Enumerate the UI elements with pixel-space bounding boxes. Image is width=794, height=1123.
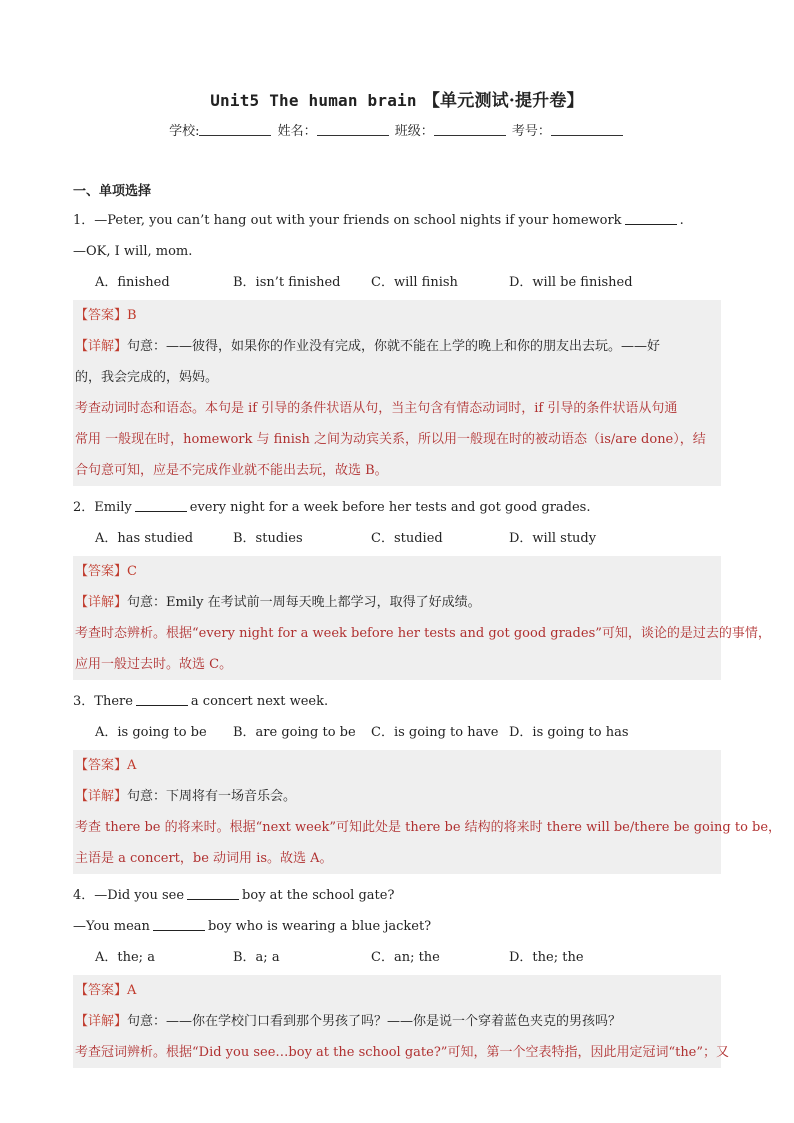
detail-text: 的，我会完成的，妈妈。 xyxy=(75,370,219,385)
stem-text: 4．—Did you see xyxy=(73,888,185,903)
option-c[interactable]: C．an; the xyxy=(371,950,440,965)
option-b[interactable]: B．studies xyxy=(233,531,303,546)
detail-line xyxy=(75,587,719,618)
answer-tag: 【答案】 xyxy=(75,758,128,773)
answer-line xyxy=(75,975,719,1006)
detail-tag: 【详解】 xyxy=(75,339,128,354)
stem-text: —OK, I will, mom. xyxy=(73,244,193,259)
school-field[interactable] xyxy=(199,123,271,136)
options-row xyxy=(73,523,721,554)
question-block xyxy=(73,880,730,1068)
title-english: Unit5 The human brain xyxy=(210,91,417,110)
stem-text: 2．Emily xyxy=(73,500,132,515)
exam-number-field[interactable] xyxy=(551,123,623,136)
answer-box xyxy=(73,975,730,1068)
analysis-text: 考查冠词辨析。根据“Did you see…boy at the school gate?”可知，第一个空表特指，因此用定冠词“the”；又 xyxy=(75,1045,730,1060)
stem-text: boy who is wearing a blue jacket? xyxy=(207,919,432,934)
detail-tag: 【详解】 xyxy=(75,1014,128,1029)
stem-text: 3．There xyxy=(73,694,133,709)
answer-blank[interactable] xyxy=(136,694,188,706)
detail-tag: 【详解】 xyxy=(75,595,128,610)
answer-value: C xyxy=(127,564,137,579)
class-label: 班级： xyxy=(394,124,434,139)
option-a[interactable]: A．has studied xyxy=(95,531,194,546)
question-stem xyxy=(73,205,721,236)
options-row xyxy=(73,942,721,973)
question-block xyxy=(73,205,721,486)
answer-tag: 【答案】 xyxy=(75,308,128,323)
answer-value: B xyxy=(127,308,137,323)
option-b[interactable]: B．a; a xyxy=(233,950,280,965)
exam-number-label: 考号： xyxy=(511,124,551,139)
options-row xyxy=(73,267,721,298)
answer-line xyxy=(75,750,719,781)
answer-tag: 【答案】 xyxy=(75,564,128,579)
answer-tag: 【答案】 xyxy=(75,983,128,998)
answer-blank[interactable] xyxy=(153,919,205,931)
analysis-text: 考查 there be 的将来时。根据“next week”可知此处是 there be 结构的将来时 there will be/there be going to be， xyxy=(75,820,782,835)
question-stem xyxy=(73,911,721,942)
stem-text: boy at the school gate? xyxy=(242,888,395,903)
class-field[interactable] xyxy=(434,123,506,136)
detail-line xyxy=(75,781,719,812)
stem-text: a concert next week. xyxy=(190,694,329,709)
answer-box xyxy=(73,750,782,874)
detail-line xyxy=(75,1006,719,1037)
stem-text: every night for a week before her tests and got good grades. xyxy=(189,500,591,515)
analysis-text: 考查动词时态和语态。本句是 if 引导的条件状语从句，当主句含有情态动词时，if 引导的条件状语从句通 xyxy=(75,401,678,416)
name-label: 姓名： xyxy=(277,124,317,139)
option-a[interactable]: A．finished xyxy=(95,275,170,290)
analysis-text: 应用一般过去时。故选 C。 xyxy=(75,657,233,672)
question-stem xyxy=(73,492,721,523)
analysis-text: 考查时态辨析。根据“every night for a week before her tests and got good grades”可知，谈论的是过去的事情， xyxy=(75,626,771,641)
question-stem xyxy=(73,236,721,267)
answer-blank[interactable] xyxy=(135,500,187,512)
option-c[interactable]: C．studied xyxy=(371,531,443,546)
detail-line xyxy=(75,331,719,362)
answer-blank[interactable] xyxy=(625,213,677,225)
answer-line xyxy=(75,300,719,331)
answer-value: A xyxy=(127,758,137,773)
question-stem xyxy=(73,686,721,717)
detail-text: 句意：下周将有一场音乐会。 xyxy=(127,789,297,804)
option-b[interactable]: B．isn’t finished xyxy=(233,275,341,290)
detail-text: 句意：——你在学校门口看到那个男孩了吗？——你是说一个穿着蓝色夹克的男孩吗？ xyxy=(127,1014,622,1029)
school-label: 学校: xyxy=(169,124,200,139)
option-a[interactable]: A．is going to be xyxy=(95,725,207,740)
answer-value: A xyxy=(127,983,137,998)
option-d[interactable]: D．is going to has xyxy=(509,725,629,740)
answer-box xyxy=(73,556,771,680)
name-field[interactable] xyxy=(317,123,389,136)
student-info-row xyxy=(0,120,794,139)
option-c[interactable]: C．will finish xyxy=(371,275,458,290)
answer-box xyxy=(73,300,721,486)
detail-text: 句意：——彼得，如果你的作业没有完成，你就不能在上学的晚上和你的朋友出去玩。——好 xyxy=(127,339,661,354)
answer-line xyxy=(75,556,719,587)
questions-content xyxy=(73,180,782,1074)
answer-blank[interactable] xyxy=(187,888,239,900)
page-title xyxy=(0,86,794,111)
stem-text: 1．—Peter, you can’t hang out with your friends on school nights if your homework xyxy=(73,213,622,228)
options-row xyxy=(73,717,721,748)
option-d[interactable]: D．will be finished xyxy=(509,275,633,290)
section-title: 一、单项选择 xyxy=(73,184,152,199)
detail-text: 句意：Emily 在考试前一周每天晚上都学习，取得了好成绩。 xyxy=(127,595,481,610)
option-a[interactable]: A．the; a xyxy=(95,950,155,965)
option-c[interactable]: C．is going to have xyxy=(371,725,499,740)
question-stem xyxy=(73,880,721,911)
analysis-text: 合句意可知，应是不完成作业就不能出去玩，故选 B。 xyxy=(75,463,388,478)
stem-text: . xyxy=(679,213,684,228)
question-block xyxy=(73,492,771,680)
option-d[interactable]: D．the; the xyxy=(509,950,584,965)
option-d[interactable]: D．will study xyxy=(509,531,597,546)
option-b[interactable]: B．are going to be xyxy=(233,725,356,740)
question-block xyxy=(73,686,782,874)
detail-tag: 【详解】 xyxy=(75,789,128,804)
analysis-text: 常用 一般现在时，homework 与 finish 之间为动宾关系，所以用一般现在时的被动语态（is/are done），结 xyxy=(75,432,706,447)
stem-text: —You mean xyxy=(73,919,150,934)
analysis-text: 主语是 a concert，be 动词用 is。故选 A。 xyxy=(75,851,333,866)
title-chinese: 【单元测试·提升卷】 xyxy=(422,91,584,111)
